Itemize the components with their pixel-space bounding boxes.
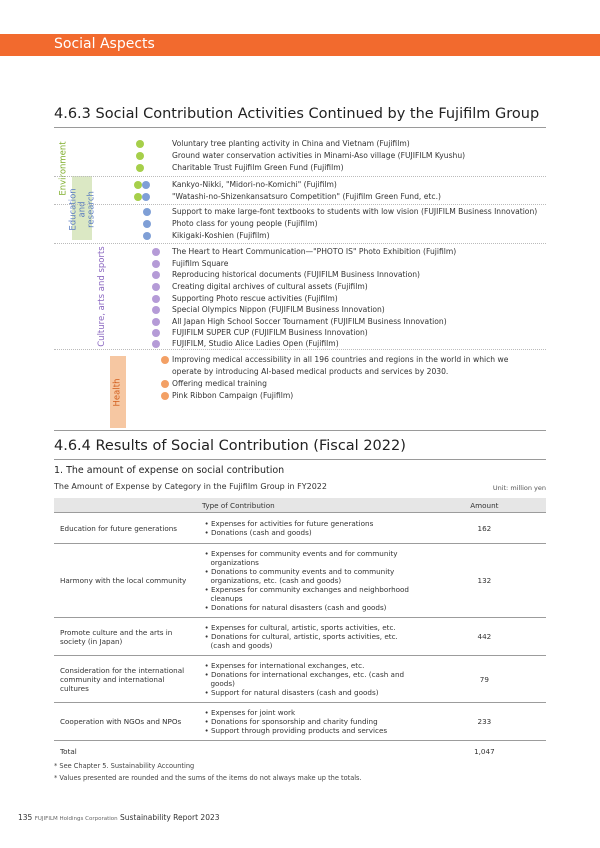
activity-item: FUJIFILM, Studio Alice Ladies Open (Fujifilm): [172, 339, 339, 348]
table-row: [54, 703, 546, 741]
category-separator: [54, 176, 546, 177]
health-dot-icon: [161, 380, 169, 388]
activity-item: Ground water conservation activities in Minami-Aso village (FUJIFILM Kyushu): [172, 151, 466, 160]
activity-item: FUJIFILM SUPER CUP (FUJIFILM Business Innovation): [172, 328, 368, 337]
heading-4-6-4: 4.6.4 Results of Social Contribution (Fiscal 2022): [54, 438, 406, 454]
amount-cell: 442: [423, 618, 546, 656]
heading-rule: [54, 127, 546, 128]
environment-dot-icon: [136, 140, 144, 148]
education-dot-icon: [143, 220, 151, 228]
footnote: * Values presented are rounded and the sums of the items do not always make up the totals.: [54, 774, 362, 782]
education-dot-icon: [143, 208, 151, 216]
activity-item: Voluntary tree planting activity in China and Vietnam (Fujifilm): [172, 139, 410, 148]
total-label: Total: [54, 741, 423, 762]
table-row: [54, 513, 546, 544]
types-cell: • Expenses for joint work • Donations for sponsorship and charity funding • Support through providing products and services: [196, 703, 422, 741]
education-dot-icon: [142, 181, 150, 189]
activity-item: Pink Ribbon Campaign (Fujifilm): [172, 391, 294, 400]
table-row: [54, 544, 546, 618]
category-cell: Education for future generations: [54, 513, 196, 544]
environment-dot-icon: [136, 164, 144, 172]
table-row: [54, 656, 546, 703]
total-amount: 1,047: [423, 741, 546, 762]
expense-table: [54, 498, 546, 761]
health-dot-icon: [161, 392, 169, 400]
activity-item: Offering medical training: [172, 379, 267, 388]
table-row: [54, 618, 546, 656]
activity-item: Creating digital archives of cultural assets (Fujifilm): [172, 282, 368, 291]
page-footer: [18, 813, 220, 822]
culture-dot-icon: [152, 260, 160, 268]
category-environment: Environment: [58, 140, 69, 196]
table-caption: The Amount of Expense by Category in the Fujifilm Group in FY2022: [54, 482, 327, 491]
activity-item: Special Olympics Nippon (FUJIFILM Business Innovation): [172, 305, 385, 314]
footnote: * See Chapter 5. Sustainability Accounting: [54, 762, 195, 770]
activity-item: "Watashi-no-Shizenkansatsuro Competition" (Fujifilm Green Fund, etc.): [172, 192, 441, 201]
heading-4-6-3: 4.6.3 Social Contribution Activities Continued by the Fujifilm Group: [54, 106, 540, 122]
amount-cell: 79: [423, 656, 546, 703]
environment-dot-icon: [134, 181, 142, 189]
activity-item: operate by introducing AI-based medical products and services by 2030.: [172, 367, 449, 376]
section-title: Social Aspects: [54, 36, 155, 52]
activity-item: The Heart to Heart Communication—"PHOTO IS" Photo Exhibition (Fujifilm): [172, 247, 457, 256]
culture-dot-icon: [152, 295, 160, 303]
column-header-type: Type of Contribution: [54, 498, 423, 513]
total-row: [54, 741, 546, 762]
environment-dot-icon: [134, 193, 142, 201]
education-dot-icon: [143, 232, 151, 240]
unit-label: Unit: million yen: [492, 484, 546, 492]
subheading: 1. The amount of expense on social contribution: [54, 465, 285, 476]
culture-dot-icon: [152, 340, 160, 348]
category-separator: [54, 349, 546, 350]
education-dot-icon: [142, 193, 150, 201]
activity-item: Photo class for young people (Fujifilm): [172, 219, 318, 228]
amount-cell: 233: [423, 703, 546, 741]
category-health: Health: [110, 356, 126, 428]
category-cell: Cooperation with NGOs and NPOs: [54, 703, 196, 741]
heading-rule: [54, 459, 546, 460]
table-bottom-rule: [54, 430, 546, 431]
table-header-row: [54, 498, 546, 513]
amount-cell: 132: [423, 544, 546, 618]
culture-dot-icon: [152, 271, 160, 279]
culture-dot-icon: [152, 306, 160, 314]
culture-dot-icon: [152, 318, 160, 326]
types-cell: • Expenses for cultural, artistic, sports activities, etc. • Donations for cultural, artistic, sports activities, etc. (cash and goods): [196, 618, 422, 656]
activity-item: Improving medical accessibility in all 196 countries and regions in the world in which we: [172, 355, 509, 364]
page-number: 135: [18, 813, 33, 822]
activity-item: Supporting Photo rescue activities (Fujifilm): [172, 294, 338, 303]
culture-dot-icon: [152, 248, 160, 256]
activity-item: Reproducing historical documents (FUJIFILM Business Innovation): [172, 270, 421, 279]
activity-item: Kikigaki-Koshien (Fujifilm): [172, 231, 270, 240]
culture-dot-icon: [152, 283, 160, 291]
culture-dot-icon: [152, 329, 160, 337]
activity-item: Kankyo-Nikki, "Midori-no-Komichi" (Fujifilm): [172, 180, 337, 189]
activity-item: Support to make large-font textbooks to students with low vision (FUJIFILM Business Innovation): [172, 207, 538, 216]
category-separator: [54, 204, 546, 205]
activity-item: Fujifilm Square: [172, 259, 229, 268]
types-cell: • Expenses for activities for future generations • Donations (cash and goods): [196, 513, 422, 544]
health-dot-icon: [161, 356, 169, 364]
environment-dot-icon: [136, 152, 144, 160]
activity-item: Charitable Trust Fujifilm Green Fund (Fujifilm): [172, 163, 344, 172]
types-cell: • Expenses for international exchanges, etc. • Donations for international exchanges, etc. (cash and goods) • Support for natural disasters (cash and goods): [196, 656, 422, 703]
types-cell: • Expenses for community events and for community organizations • Donations to community events and to community organizations, etc. (cash and goods) • Expenses for community exchanges and neighborhood cleanups • Donations for natural disasters (cash and goods): [196, 544, 422, 618]
category-cell: Promote culture and the arts in society (in Japan): [54, 618, 196, 656]
column-header-amount: Amount: [423, 498, 546, 513]
category-culture: Culture, arts and sports: [96, 245, 107, 347]
amount-cell: 162: [423, 513, 546, 544]
category-cell: Harmony with the local community: [54, 544, 196, 618]
category-education: Education and research: [68, 187, 97, 231]
activity-item: All Japan High School Soccer Tournament (FUJIFILM Business Innovation): [172, 317, 447, 326]
company-name: FUJIFILM Holdings Corporation: [34, 816, 118, 822]
category-separator: [54, 243, 546, 244]
section-banner: [0, 34, 600, 56]
category-cell: Consideration for the international community and international cultures: [54, 656, 196, 703]
report-title: Sustainability Report 2023: [120, 813, 220, 822]
